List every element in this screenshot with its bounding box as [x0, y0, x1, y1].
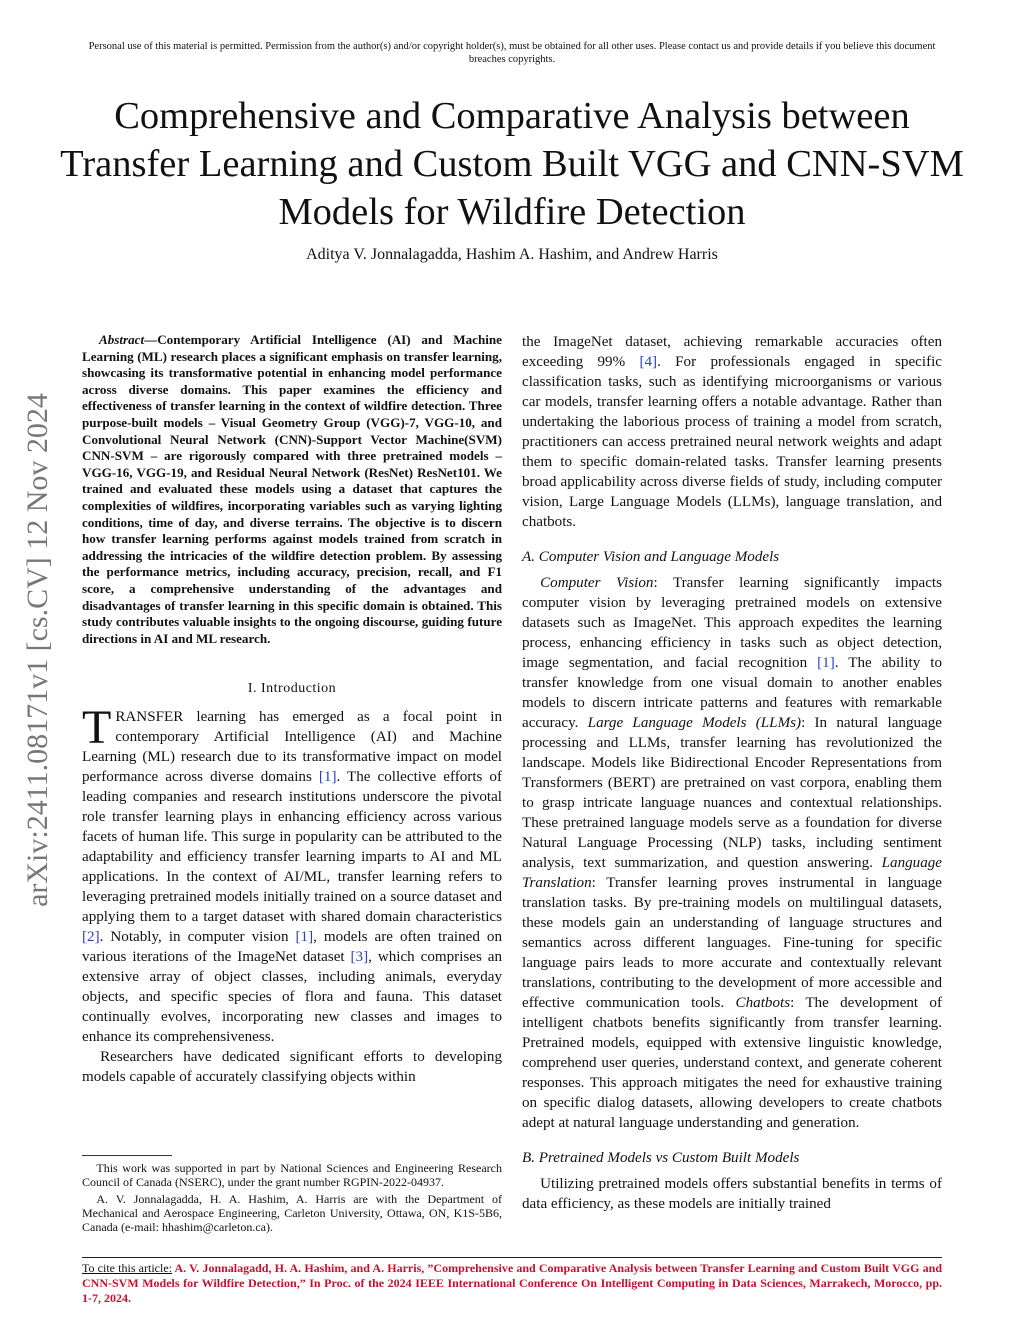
- abstract-text: —Contemporary Artificial Intelligence (AI) and Machine Learning (ML) research places a significant emphasis on transfer learning, showcasing its transformative potential in enhancing model performance across diverse domains. This paper examines the efficiency and effectiveness of transfer learning in the context of wildfire detection. Three purpose-built models – Visual Geometry Group (VGG)-7, VGG-10, and Convolutional Neural Network (CNN)-Support Vector Machine(SVM) CNN-SVM – are rigorously compared with three pretrained models – VGG-16, VGG-19, and Residual Neural Network (ResNet) ResNet101. We trained and evaluated these models using a dataset that captures the complexities of wildfires, incorporating variables such as varying lighting conditions, time of day, and diverse terrains. The objective is to discern how transfer learning performs against models trained from scratch in addressing the intricacies of the wildfire detection problem. By assessing the performance metrics, including accuracy, precision, recall, and F1 score, a comprehensive understanding of the advantages and disadvantages of transfer learning in this specific domain is obtained. This study contributes valuable insights to the ongoing discourse, guiding future directions in AI and ML research.: [82, 332, 502, 646]
- abstract: [82, 332, 502, 647]
- right-paragraph-1: [522, 332, 942, 532]
- right-column: [522, 332, 942, 1214]
- citation-link[interactable]: [1]: [817, 655, 835, 671]
- intro-text: , which comprises an extensive array of object classes, including animals, everyday objects, and specific species of flora and fauna. This dataset continually evolves, incorporating new classes and images to enhance its comprehensiveness.: [82, 949, 502, 1046]
- abstract-label: Abstract: [99, 332, 145, 347]
- author-list: Aditya V. Jonnalagadda, Hashim A. Hashim, and Andrew Harris: [306, 246, 718, 263]
- footnote-affiliation: A. V. Jonnalagadda, H. A. Hashim, A. Harris are with the Department of Mechanical and Aerospace Engineering, Carleton University, Ottawa, ON, K1S-5B6, Canada (e-mail: hhashim@carleton.ca).: [82, 1192, 502, 1234]
- intro-text: , models are often trained on various iterations of the ImageNet dataset: [82, 929, 502, 966]
- citation-link[interactable]: [2]: [82, 929, 100, 946]
- arxiv-identifier: arXiv:2411.08171v1 [cs.CV] 12 Nov 2024: [21, 393, 54, 907]
- intro-text: . The collective efforts of leading companies and research institutions underscore the pivotal role transfer learning plays in enhancing efficiency across various facets of human life. This surge in popularity can be attributed to the adaptability and efficiency transfer learning imparts to AI and ML applications. In the context of AI/ML, transfer learning refers to leveraging pretrained models initially trained on a source dataset and applying them to a target dataset with shared domain characteristics: [82, 769, 502, 926]
- section-heading-introduction: I. Introduction: [247, 681, 337, 697]
- footnote-divider: [82, 1155, 172, 1156]
- body-text: : Transfer learning significantly impacts computer vision by leveraging pretrained models on extensive datasets such as ImageNet. This approach expedites the learning process, enhancing efficiency in tasks such as object detection, image segmentation, and facial recognition: [522, 575, 942, 671]
- subsection-heading-b: B. Pretrained Models vs Custom Built Models: [522, 1150, 800, 1166]
- body-text: : In natural language processing and LLMs, transfer learning has revolutionized the landscape. Models like Bidirectional Encoder Representations from Transformers (BERT) are pretrained on vast corpora, enabling them to grasp intricate language nuances and contextual relationships. These pretrained language models serve as a foundation for diverse Natural Language Processing (NLP) tasks, including sentiment analysis, text summarization, and question answering.: [522, 715, 942, 871]
- left-column: [82, 332, 502, 1087]
- citation-label: To cite this article:: [82, 1261, 172, 1275]
- intro-paragraph-1: [82, 701, 502, 1047]
- body-text: . For professionals engaged in specific classification tasks, such as identifying microorganisms or various car models, transfer learning offers a notable advantage. Rather than undertaking the laborious process of training a model from scratch, practitioners can access pretrained neural network weights and adapt them to specific domain-related tasks. Transfer learning presents broad applicability across diverse fields of study, including computer vision, Large Language Models (LLMs), language translation, and chatbots.: [522, 354, 942, 530]
- body-text: the ImageNet dataset, achieving remarkable accuracies often exceeding 99%: [522, 334, 942, 370]
- subsection-a-paragraph: [522, 573, 942, 1133]
- citation-divider: [82, 1257, 942, 1258]
- paper-title: Comprehensive and Comparative Analysis between Transfer Learning and Custom Built VGG and CNN-SVM Models for Wildfire Detection: [60, 95, 964, 233]
- drop-cap: T: [82, 701, 112, 755]
- body-text: : The development of intelligent chatbots benefits significantly from transfer learning. Pretrained models, equipped with extensive linguistic knowledge, comprehend user queries, understand context, and generate coherent responses. This approach mitigates the need for exhaustive training on specific dialog datasets, allowing developers to create chatbots adept at natural language understanding and generation.: [522, 995, 942, 1131]
- footnotes: [82, 1161, 502, 1234]
- run-in-heading: Language Translation: [522, 855, 942, 891]
- intro-text: RANSFER learning has emerged as a focal point in contemporary Artificial Intelligence (AI) and Machine Learning (ML) research due to its transformative impact on model performance across diverse domains: [82, 709, 502, 786]
- run-in-heading: Large Language Models (LLMs): [587, 715, 802, 731]
- body-text: . The ability to transfer knowledge from one visual domain to another enables models to discern intricate patterns and features with remarkable accuracy.: [522, 655, 942, 731]
- intro-paragraph-2: Researchers have dedicated significant efforts to developing models capable of accurately classifying objects within: [82, 1049, 502, 1086]
- citation-link[interactable]: [4]: [639, 354, 658, 370]
- subsection-b-paragraph: Utilizing pretrained models offers substantial benefits in terms of data efficiency, as these models are initially trained: [522, 1176, 942, 1212]
- citation-link[interactable]: [1]: [295, 929, 314, 946]
- citation-link[interactable]: [3]: [350, 949, 369, 966]
- run-in-heading: Computer Vision: [540, 575, 654, 591]
- citation-text: A. V. Jonnalagadd, H. A. Hashim, and A. Harris, ”Comprehensive and Comparative Analysis between Transfer Learning and Custom Built VGG and CNN-SVM Models for Wildfire Detection,” In Proc. of the 2024 IEEE International Conference On Intelligent Computing in Data Sciences, Marrakech, Morocco, pp. 1-7, 2024.: [82, 1261, 942, 1305]
- copyright-notice: Personal use of this material is permitted. Permission from the author(s) and/or copyright holder(s), must be obtained for all other uses. Please contact us and provide details if you believe this document breaches copyrights.: [88, 41, 936, 65]
- body-text: : Transfer learning proves instrumental in language translation tasks. By pre-training models on multilingual datasets, these models gain an understanding of language structures and semantics across different languages. Fine-tuning for specific language pairs leads to more accurate and contextually relevant translations, contributing to the development of more accessible and effective communication tools.: [522, 875, 942, 1011]
- run-in-heading: Chatbots: [735, 995, 791, 1011]
- citation-box: [82, 1261, 942, 1306]
- subsection-heading-a: A. Computer Vision and Language Models: [522, 549, 780, 565]
- footnote-funding: This work was supported in part by National Sciences and Engineering Research Council of Canada (NSERC), under the grant number RGPIN-2022-04937.: [82, 1161, 502, 1189]
- citation-link[interactable]: [1]: [318, 769, 337, 786]
- arxiv-sidebar: [8, 350, 68, 950]
- intro-text: . Notably, in computer vision: [99, 929, 296, 946]
